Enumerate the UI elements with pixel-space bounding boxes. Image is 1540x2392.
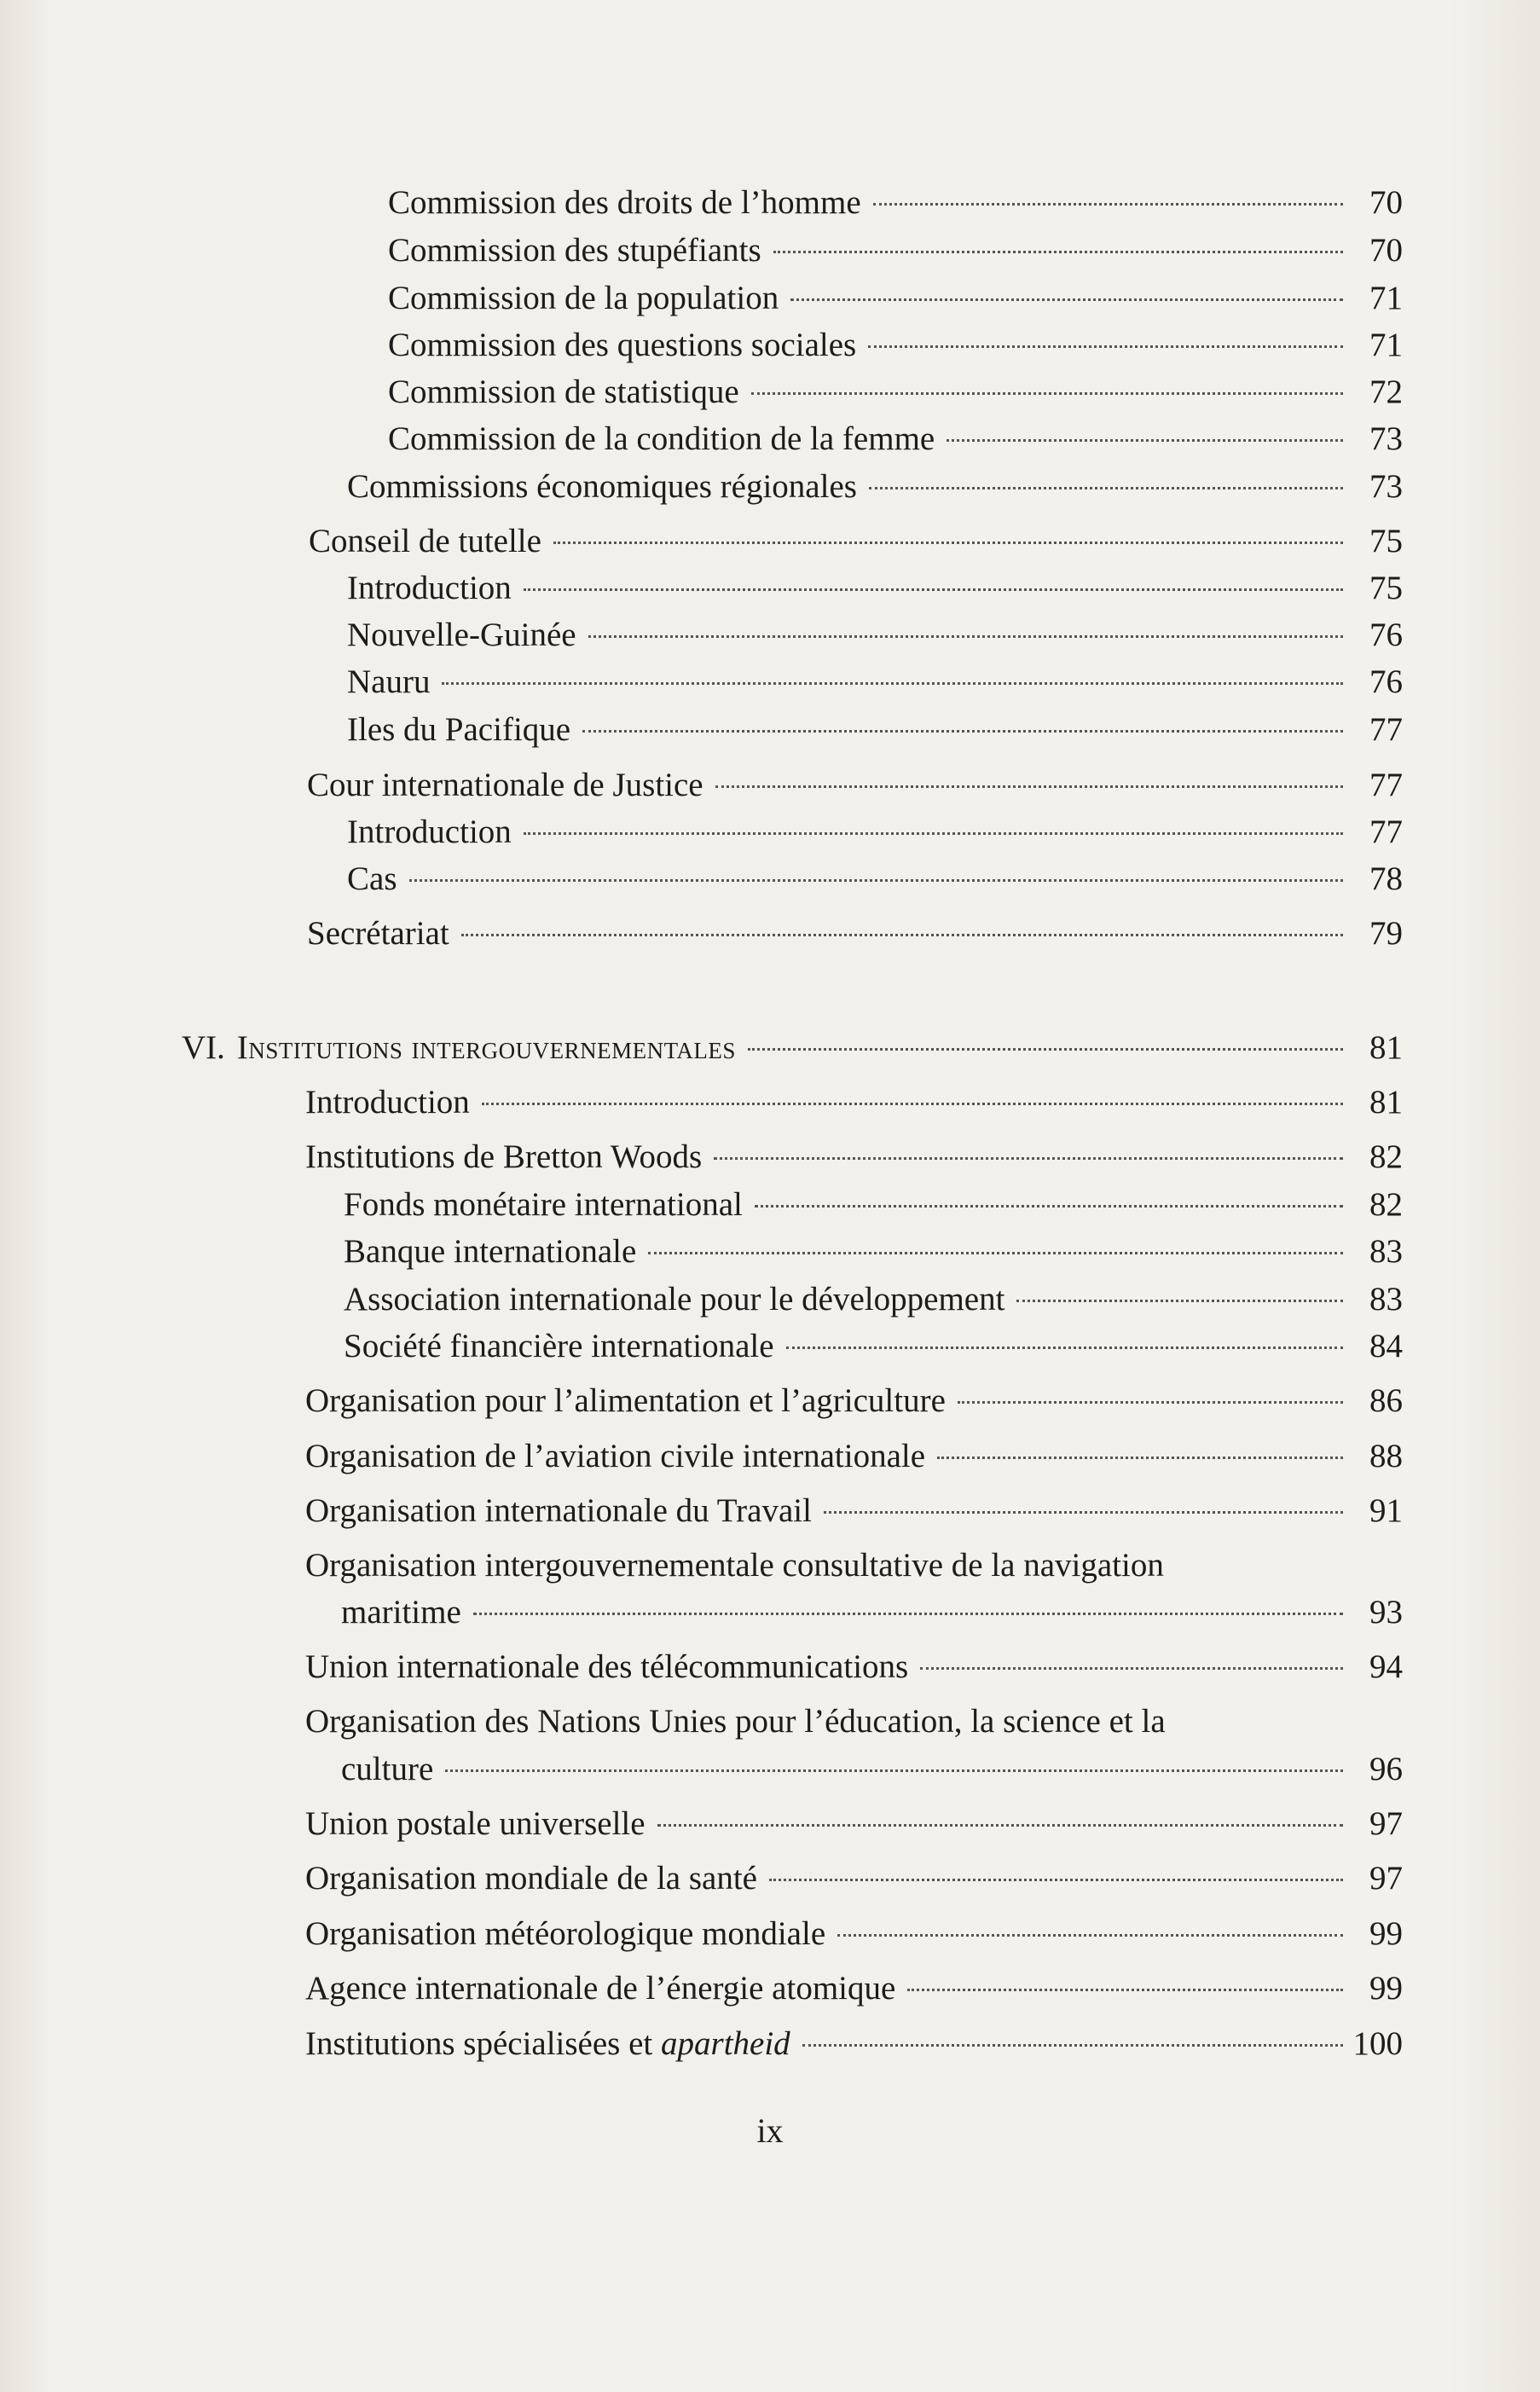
toc-entry-label: Fonds monétaire international [344,1186,743,1223]
leader-dots [920,1667,1343,1670]
toc-entry-label: Organisation pour l’alimentation et l’agriculture [305,1382,946,1419]
toc-entry-page: 81 [1369,1029,1403,1066]
toc-entry-page: 77 [1369,711,1403,748]
toc-entry-label: culture [341,1751,434,1787]
toc-entry [388,227,1403,275]
toc-entry-label: maritime [341,1594,461,1630]
toc-entry [347,706,1403,754]
toc-entry-label: Institutions spécialisées et [305,2025,653,2062]
toc-entry [344,1276,1403,1323]
leader-dots [715,785,1343,788]
leader-dots [588,635,1343,638]
leader-dots [1016,1300,1343,1302]
toc-entry-page: 83 [1369,1233,1403,1270]
toc-entry-page: 70 [1369,184,1403,221]
toc-entry [341,1746,1403,1793]
toc-entry-page: 84 [1369,1328,1403,1364]
toc-entry-page: 70 [1369,232,1403,269]
toc-entry-page: 97 [1369,1805,1403,1842]
leader-dots [907,1989,1343,1991]
toc-entry-page: 83 [1369,1281,1403,1318]
toc-entry [305,1133,1403,1181]
toc-entry-page: 99 [1369,1970,1403,2007]
leader-dots [748,1048,1343,1051]
toc-entry-page: 78 [1369,860,1403,897]
toc-entry-label: Institutions de Bretton Woods [305,1138,703,1175]
toc-entry-page: 97 [1369,1860,1403,1897]
leader-dots [442,682,1343,685]
toc-entry [305,1079,1403,1126]
toc-entry [347,808,1403,856]
toc-entry-label: Organisation météorologique mondiale [305,1915,826,1952]
toc-entry-label: Introduction [305,1084,470,1121]
toc-entry-label: Agence internationale de l’énergie atomique [305,1970,896,2007]
leader-dots [869,487,1343,489]
toc-entry-page: 81 [1369,1084,1403,1121]
toc-entry [307,910,1403,958]
leader-dots [445,1769,1343,1772]
toc-entry [344,1181,1403,1229]
toc-entry [305,1800,1403,1848]
leader-dots [714,1157,1343,1160]
toc-entry [307,762,1403,809]
leader-dots [868,345,1343,348]
leader-dots [755,1205,1343,1208]
leader-dots [937,1457,1343,1459]
leader-dots [524,832,1343,835]
toc-entry [305,1965,1403,2013]
toc-entry-label: Nauru [347,663,431,700]
toc-entry-label: Commission de la condition de la femme [388,420,935,457]
toc-entry [347,463,1403,511]
leader-dots [824,1511,1343,1514]
toc-entry-label: Organisation mondiale de la santé [305,1860,757,1897]
page-number-folio: ix [756,2111,784,2150]
toc-entry [305,1433,1403,1480]
toc-entry-page: 82 [1369,1138,1403,1175]
toc-entry-page: 75 [1369,570,1403,606]
toc-entry-page: 75 [1369,523,1403,559]
leader-dots [802,2044,1343,2047]
toc-entry-page: 88 [1369,1438,1403,1474]
toc-entry-label: Union postale universelle [305,1805,646,1842]
leader-dots [482,1103,1343,1105]
toc-entry [344,1323,1403,1370]
toc-entry [305,1377,1403,1425]
toc-entry-label: Iles du Pacifique [347,711,571,748]
toc-entry [388,368,1403,416]
leader-dots [648,1252,1343,1254]
toc-entry [388,321,1403,369]
toc-entry [388,415,1403,463]
toc-entry-page: 73 [1369,420,1403,457]
leader-dots [473,1613,1343,1615]
toc-entry-label: Commission des stupéfiants [388,232,761,269]
toc-entry-label: Banque internationale [344,1233,637,1270]
toc-entry-page: 73 [1369,468,1403,505]
leader-dots [769,1879,1343,1881]
toc-entry-page: 71 [1369,280,1403,316]
toc-entry-label: Conseil de tutelle [309,523,541,559]
leader-dots [947,439,1343,442]
toc-entry-label: Organisation de l’aviation civile internationale [305,1438,926,1474]
toc-entry-label: Commission des questions sociales [388,327,857,363]
toc-entry [388,179,1403,227]
toc-entry [347,658,1403,706]
toc-entry-label: Société financière internationale [344,1328,774,1364]
toc-entry-page: 94 [1369,1648,1403,1685]
toc-entry [305,1855,1403,1903]
section-title: Institutions intergouvernementales [236,1029,736,1066]
toc-entry-label: Secrétariat [307,915,449,952]
toc-entry-page: 79 [1369,915,1403,952]
toc-entry-label: Association internationale pour le développement [344,1281,1005,1318]
toc-entry-label: Cas [347,860,397,897]
toc-entry-label: Introduction [347,570,512,606]
toc-entry [305,1910,1403,1958]
leader-dots [461,934,1343,936]
toc-entry-page: 99 [1369,1915,1403,1952]
toc-entry-label: Commissions économiques régionales [347,468,857,505]
toc-entry-page: 82 [1369,1186,1403,1223]
toc-entry-page: 77 [1369,814,1403,850]
leader-dots [751,392,1343,395]
toc-entry-page: 71 [1369,327,1403,363]
toc-entry-label: Commission de la population [388,280,779,316]
toc-entry [305,1643,1403,1691]
toc-entry-page: 72 [1369,374,1403,410]
leader-dots [873,203,1343,206]
leader-dots [582,730,1343,733]
toc-entry-page: 86 [1369,1382,1403,1419]
toc-entry [309,518,1403,565]
section-numeral: VI. [182,1029,225,1066]
toc-entry [347,565,1403,612]
toc-entry-label-line1: Organisation des Nations Unies pour l’éducation, la science et la [305,1703,1166,1740]
toc-entry-page: 91 [1369,1492,1403,1529]
leader-dots [958,1401,1343,1404]
toc-entry-label: Nouvelle-Guinée [347,617,576,653]
toc-entry [388,275,1403,322]
leader-dots [786,1347,1343,1349]
toc-entry-label: Organisation internationale du Travail [305,1492,812,1529]
leader-dots [790,298,1343,301]
leader-dots [524,588,1343,591]
leader-dots [773,251,1343,253]
toc-entry [305,1487,1403,1535]
leader-dots [657,1824,1343,1827]
toc-entry-page: 93 [1369,1594,1403,1630]
toc-entry-label-italic: apartheid [661,2025,790,2062]
toc-entry-label: Introduction [347,814,512,850]
section-heading-vi [182,1024,1403,1072]
toc-entry-page: 77 [1369,767,1403,803]
toc-entry-page: 76 [1369,663,1403,700]
toc-entry [305,2020,1403,2068]
leader-dots [553,542,1343,544]
toc-entry-page: 76 [1369,617,1403,653]
leader-dots [837,1934,1343,1937]
toc-entry-label: Commission des droits de l’homme [388,184,861,221]
toc-entry-label: Union internationale des télécommunications [305,1648,909,1685]
toc-entry-label: Commission de statistique [388,374,739,410]
toc-entry-page: 100 [1352,2025,1403,2062]
toc-entry-label-line1: Organisation intergouvernementale consultative de la navigation [305,1547,1164,1584]
toc-entry [341,1589,1403,1636]
toc-entry [347,855,1403,903]
toc-entry [344,1228,1403,1276]
toc-entry-label: Cour internationale de Justice [307,767,703,803]
leader-dots [409,879,1344,882]
toc-entry-page: 96 [1369,1751,1403,1787]
toc-entry [347,611,1403,659]
